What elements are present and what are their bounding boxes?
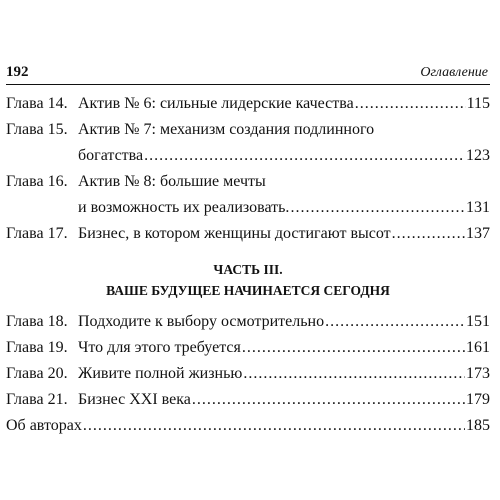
page-number: 192	[6, 64, 29, 80]
toc-chapter-label: Глава 14.	[6, 95, 68, 112]
toc-page-number: 179	[466, 391, 490, 408]
toc-chapter-label: Глава 19.	[6, 339, 68, 356]
toc-chapter-label: Глава 15.	[6, 121, 68, 138]
toc-page-number: 173	[466, 365, 490, 382]
toc-entry-title: Об авторах	[6, 417, 82, 434]
toc-entry-title: Живите полной жизнью	[78, 365, 243, 382]
dot-leader	[290, 195, 465, 221]
toc-page-number: 151	[466, 313, 490, 330]
toc-entry	[6, 309, 490, 335]
toc-entry	[6, 335, 490, 361]
toc-entry-title: Бизнес, в котором женщины достигают высот	[78, 225, 391, 242]
toc-chapter-label: Глава 20.	[6, 365, 68, 382]
toc-page-number: 115	[466, 95, 490, 112]
toc-page-number: 161	[466, 339, 490, 356]
table-of-contents-bottom	[6, 309, 490, 439]
dot-leader	[192, 387, 465, 413]
toc-entry-title-line: Актив № 8: большие мечты	[78, 173, 266, 190]
toc-entry	[6, 117, 490, 169]
part-title: ВАШЕ БУДУЩЕЕ НАЧИНАЕТСЯ СЕГОДНЯ	[106, 283, 390, 298]
toc-entry	[6, 361, 490, 387]
dot-leader	[242, 335, 465, 361]
toc-chapter-label: Глава 18.	[6, 313, 68, 330]
dot-leader	[325, 309, 465, 335]
toc-chapter-label: Глава 21.	[6, 391, 68, 408]
toc-entry-title-line: Актив № 7: механизм создания подлинного	[78, 121, 375, 138]
toc-entry-title-line: богатства	[78, 147, 144, 164]
table-of-contents-top	[6, 91, 490, 247]
toc-entry-title: Подходите к выбору осмотрительно	[78, 313, 325, 330]
toc-entry-title: Что для этого требуется	[78, 339, 241, 356]
toc-entry-title: Актив № 6: сильные лидерские качества	[78, 95, 354, 112]
dot-leader	[355, 91, 466, 117]
dot-leader	[144, 143, 465, 169]
dot-leader	[83, 413, 465, 439]
toc-page-number: 131	[466, 199, 490, 216]
running-section-title: Оглавление	[420, 65, 488, 80]
toc-entry	[6, 169, 490, 221]
toc-entry	[6, 387, 490, 413]
running-head	[6, 64, 490, 85]
toc-entry	[6, 221, 490, 247]
toc-entry-about-authors	[6, 413, 490, 439]
toc-entry-title-line: и возможность их реализовать.	[78, 199, 290, 216]
toc-page-number: 137	[466, 225, 490, 242]
dot-leader	[392, 221, 465, 247]
toc-chapter-label: Глава 16.	[6, 173, 68, 190]
toc-page-number: 123	[466, 147, 490, 164]
toc-entry-title: Бизнес XXI века	[78, 391, 191, 408]
toc-entry	[6, 91, 490, 117]
toc-chapter-label: Глава 17.	[6, 225, 68, 242]
part-label: ЧАСТЬ III.	[213, 262, 283, 277]
toc-page-number: 185	[466, 417, 490, 434]
dot-leader	[243, 361, 465, 387]
